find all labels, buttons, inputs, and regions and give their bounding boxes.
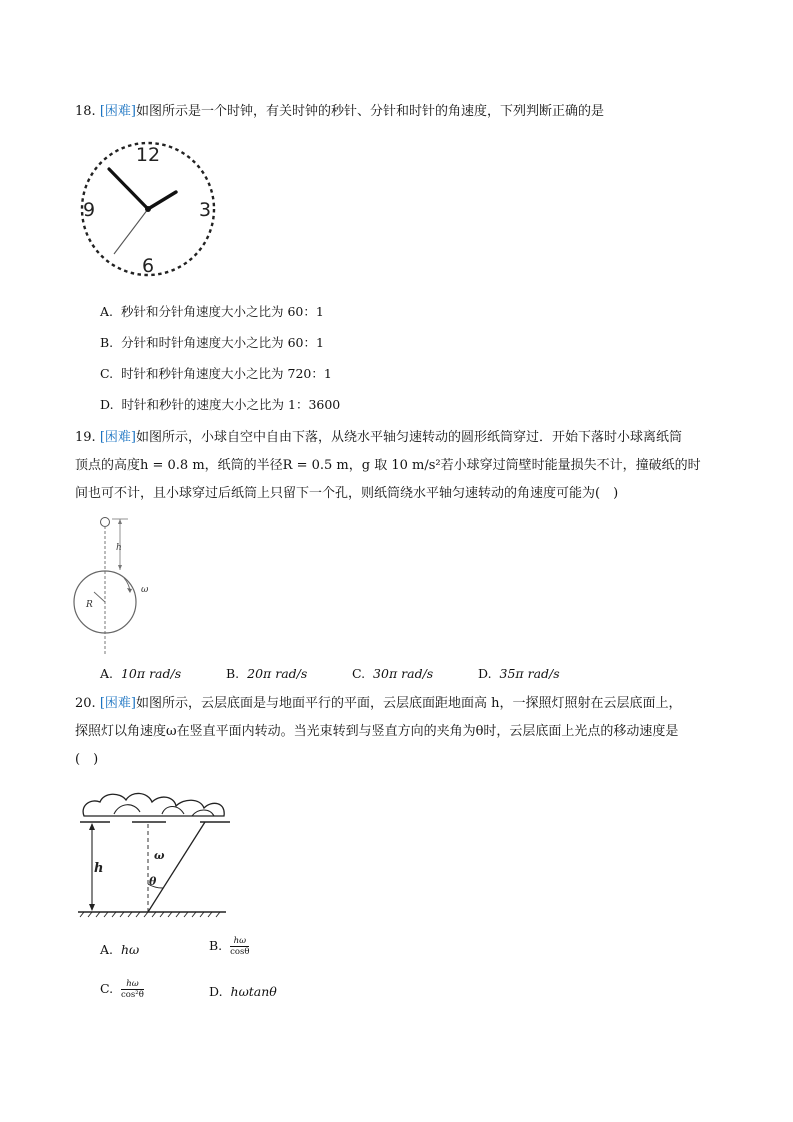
option-c[interactable]: C. $\frac{h\omega}{\text{cos²θ}}$	[100, 979, 144, 1000]
difficulty-tag[interactable]: [困难]	[99, 430, 136, 445]
question-18-stem	[75, 98, 735, 126]
searchlight-figure	[74, 788, 234, 918]
cloud-outline	[83, 793, 224, 816]
question-number: 19.	[75, 430, 96, 445]
fraction: $\frac{h\omega}{\cos\theta}$	[230, 936, 250, 957]
option-b[interactable]: B. $\frac{h\omega}{\cos\theta}$	[209, 936, 250, 957]
label-R: R	[86, 600, 93, 610]
option-b[interactable]: B. 分针和时针角速度大小之比为 60：1	[100, 335, 324, 350]
option-a[interactable]: A. hω	[100, 942, 140, 957]
question-text: 如图所示是一个时钟，有关时钟的秒针、分针和时针的角速度，下列判断正确的是	[135, 104, 604, 119]
label-h: h	[116, 543, 122, 553]
fraction: $\frac{h\omega}{\text{cos²θ}}$	[121, 979, 144, 1000]
light-beam	[148, 822, 205, 912]
label-theta: θ	[149, 875, 157, 888]
numeral-12: 12	[135, 144, 161, 166]
label-omega: ω	[141, 585, 149, 595]
label-h: h	[94, 861, 104, 876]
option-d[interactable]: D. 时针和秒针的速度大小之比为 1：3600	[100, 397, 341, 412]
numeral-3: 3	[198, 199, 212, 221]
falling-ball-figure	[72, 516, 162, 656]
question-number: 20.	[75, 696, 96, 711]
hour-hand	[148, 192, 176, 209]
clock-center	[145, 206, 151, 212]
question-number: 18.	[75, 104, 96, 119]
numeral-9: 9	[82, 199, 96, 221]
question-20-stem: 20. [困难]如图所示，云层底面是与地面平行的平面，云层底面距地面高 h，一探照灯照射在云层底面上， 探照灯以角速度ω在竖直平面内转动。当光束转到与竖直方向的夹角为θ时，云层底面上光点的移动速度是 ( )	[75, 696, 682, 767]
option-a[interactable]: A. 10π rad/s	[100, 666, 182, 681]
difficulty-tag[interactable]: [困难]	[99, 696, 136, 711]
option-c[interactable]: C. 时针和秒针角速度大小之比为 720：1	[100, 366, 332, 381]
question-19-stem: 19. [困难]如图所示，小球自空中自由下落，从绕水平轴匀速转动的圆形纸筒穿过．开始下落时小球离纸筒 顶点的高度h = 0.8 m，纸筒的半径R = 0.5 m，g 取 10 m/s²若小球穿过筒壁时能量损失不计，撞破纸的时 间也可不计，且小球穿过后纸筒上只留下一个孔，则纸筒绕水平轴匀速转动的角速度可能为( )	[75, 430, 701, 501]
minute-hand	[109, 169, 148, 209]
option-a[interactable]: A. 秒针和分针角速度大小之比为 60：1	[100, 304, 324, 319]
ball	[101, 518, 110, 527]
radius-line	[94, 592, 105, 602]
option-c[interactable]: C. 30π rad/s	[352, 666, 434, 681]
option-d[interactable]: D. 35π rad/s	[478, 666, 560, 681]
clock-figure	[78, 139, 218, 279]
option-b[interactable]: B. 20π rad/s	[226, 666, 308, 681]
difficulty-tag[interactable]: [困难]	[99, 104, 136, 119]
label-omega: ω	[154, 849, 165, 862]
second-hand	[114, 209, 148, 254]
numeral-6: 6	[141, 255, 155, 277]
option-d[interactable]: D. hωtanθ	[209, 984, 277, 999]
